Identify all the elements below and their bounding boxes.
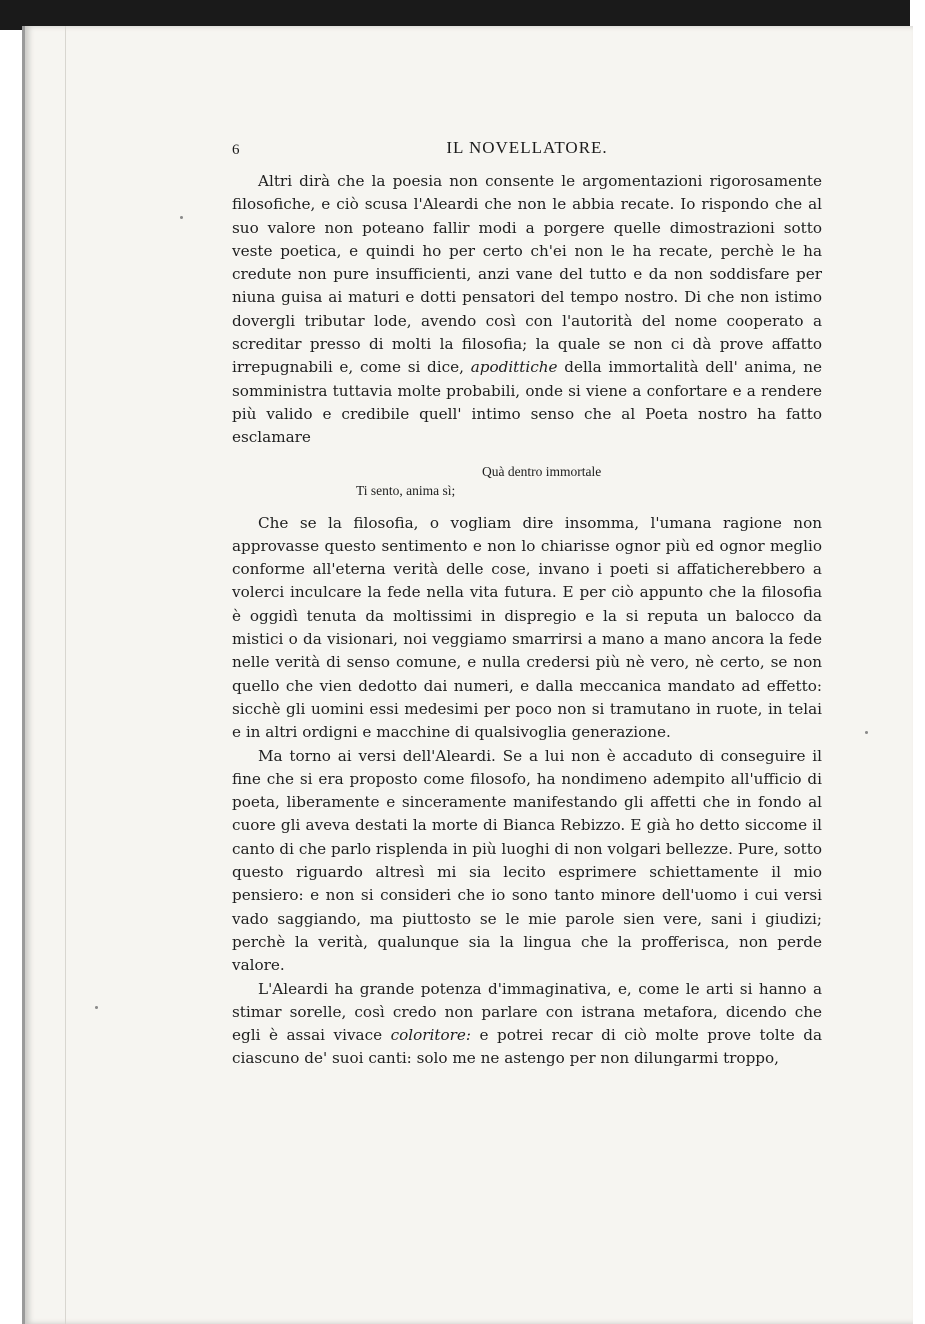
italic-word: apodittiche bbox=[470, 358, 558, 377]
paragraph-text: Altri dirà che la poesia non consente le argomentazioni rigorosamente filosofiche, e ciò scusa l'Aleardi che non le abbia recate. Io rispondo che al suo valore non poteano fallir modi a porgere quelle dimostrazioni sotto veste poetica, e quindi ho per certo ch'ei non le ha recate, perchè le ha credute non pure insufficienti, anzi vane del tutto e da non soddisfare per niuna guisa ai maturi e dotti pensatori del tempo nostro. Di che non istimo dovergli tributar lode, avendo così con l'autorità del nome cooperato a screditar presso di molti la filosofia; la quale se non ci dà prove affatto irrepugnabili e, come si dice, bbox=[232, 172, 822, 377]
running-header bbox=[232, 138, 822, 162]
verse-line: Ti sento, anima sì; bbox=[356, 482, 456, 498]
verse-line: Quà dentro immortale bbox=[482, 463, 602, 479]
page-number: 6 bbox=[232, 142, 240, 158]
paragraph-text: della immortalità dell' anima, ne somministra tuttavia molte probabili, onde si viene a confortare e a rendere più valido e credibile quell' intimo senso che al Poeta nostro ha fatto esclamare bbox=[232, 358, 822, 447]
paragraph: Che se la filosofia, o vogliam dire insomma, l'umana ragione non approvasse questo sentimento e non lo chiarisse ognor più ed ognor meglio conforme all'eterna verità delle cose, invano i poeti si affaticherebbero a volerci inculcare la fede nella vita futura. E per ciò appunto che la filosofia è oggidì tenuta da moltissimi in dispregio e la si reputa un balocco da mistici o da visionari, noi veggiamo smarrirsi a mano a mano ancora la fede nelle verità di senso comune, e nulla credersi più nè vero, nè certo, se non quello che vien dedotto dai numeri, e dalla meccanica mandato ad effetto: sicchè gli uomini essi medesimi per poco non si tramutano in ruote, in telai e in altri ordigni e macchine di qualsivoglia generazione. bbox=[232, 513, 822, 742]
paragraph-text: L'Aleardi ha grande potenza d'immaginativa, e, come le arti si hanno a stimar sorelle, così credo non parlare con istrana metafora, dicendo che egli è assai vivace bbox=[232, 979, 822, 1045]
running-title: IL NOVELLATORE. bbox=[446, 138, 608, 157]
paragraph bbox=[232, 170, 822, 450]
paragraph: Ma torno ai versi dell'Aleardi. Se a lui non è accaduto di conseguire il fine che si era proposto come filosofo, ha nondimeno adempito all'ufficio di poeta, liberamente e sinceramente manifestando gli affetti che in fondo al cuore gli aveva destati la morte di Bianca Rebizzo. E già ho detto siccome il canto di che parlo risplenda in più luoghi di non volgari bellezze. Pure, sotto questo riguardo altresì mi sia lecito esprimere schiettamente il mio pensiero: e non si consideri che io sono tanto minore dell'uomo i cui versi vado saggiando, ma piuttosto se le mie parole sien vere, sani i giudizi; perchè la verità, qualunque sia la lingua che la profferisca, non perde valore. bbox=[232, 746, 822, 975]
italic-word: coloritore: bbox=[390, 1026, 471, 1045]
paper-speck bbox=[95, 1006, 98, 1009]
paragraph-text: e potrei recar di ciò molte prove tolte da ciascuno de' suoi canti: solo me ne astengo per non dilungarmi troppo, bbox=[232, 1026, 822, 1068]
paper-speck bbox=[865, 731, 868, 734]
verse-quote bbox=[232, 462, 822, 500]
paragraph bbox=[232, 978, 822, 1071]
paper-speck bbox=[180, 216, 183, 219]
body-text bbox=[232, 170, 822, 1071]
